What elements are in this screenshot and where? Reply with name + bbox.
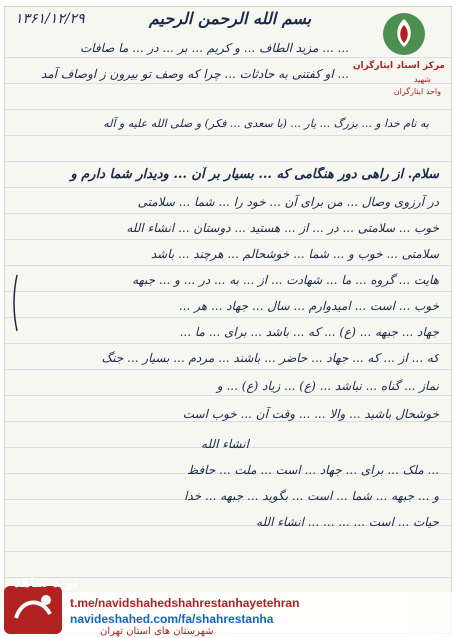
letter-line: در آرزوی وصال ... من برای آن ... خود را ... شما ... سلامتی [137, 195, 439, 209]
archive-watermark [349, 11, 445, 129]
ruled-line [5, 317, 451, 318]
logo-subtitle: شهید [413, 75, 431, 84]
ruled-line [5, 135, 451, 136]
bismillah-heading: بسم الله الرحمن الرحیم [148, 9, 312, 28]
footer-caption: شهرستان های استان تهران [100, 626, 214, 637]
letter-line: سلام. از راهی دور هنگامی که ... بسیار بر آن ... ودیدار شما دارم و [70, 167, 439, 182]
margin-bracket-icon [9, 273, 19, 333]
footer-watermark [0, 578, 456, 638]
letter-line: ... او کفتنی به حادثات ... چرا که وصف تو بیرون ز اوصاف آمد [40, 67, 349, 81]
ruled-line [5, 291, 451, 292]
tulip-emblem-icon [381, 11, 427, 57]
letter-line: ... ... مزید الطاف ... و کریم ... بر ... در ... ما صافات [79, 41, 349, 55]
ruled-line [5, 421, 451, 422]
letter-line: که ... از ... که ... جهاد ... حاضر ... باشند ... مردم ... بسیار ... جنگ [101, 351, 439, 365]
letter-line: هایت ... گروه ... ما ... شهادت ... از ... به ... در ... و ... جبهه [132, 273, 439, 287]
letter-line: خوب ... سلامتی ... در ... از ... هستید ... دوستان ... انشاء الله [126, 221, 439, 235]
letter-line: ... ملک ... برای ... جهاد ... است ... ملت ... حافظ [187, 463, 439, 477]
footer-brand: نوید شاهد [14, 576, 79, 591]
ruled-line [5, 239, 451, 240]
ruled-line [5, 265, 451, 266]
website-link[interactable]: navideshahed.com/fa/shahrestanha [70, 612, 274, 626]
letter-line: انشاء الله [201, 437, 249, 451]
ruled-line [5, 369, 451, 370]
letter-date: ۱۳۶۱/۱۲/۲۹ [15, 11, 85, 27]
ruled-line [5, 395, 451, 396]
letter-line: حیات ... است ... ... ... ... انشاء الله [256, 515, 439, 529]
ruled-line [5, 213, 451, 214]
letter-line: خوب ... است ... امیدوارم ... سال ... جهاد ... هر ... [178, 299, 439, 313]
ruled-line [5, 343, 451, 344]
letter-line: و ... جبهه ... شما ... است ... بگوید ... جبهه ... خدا [184, 489, 439, 503]
ruled-line [5, 551, 451, 552]
ruled-line [5, 187, 451, 188]
letter-line: جهاد ... جبهه ... (ع) ... که ... باشد ... برای ... ما ... [179, 325, 439, 339]
letter-line: سلامتی ... خوب و ... شما ... خوشحالم ... هرچند ... باشد [150, 247, 439, 261]
letter-line: نماز ... گناه ... نباشد ... (ع) ... زیاد (ع) ... و [216, 379, 439, 393]
telegram-link[interactable]: t.me/navidshahedshahrestanhayetehran [70, 596, 300, 610]
letter-page [4, 6, 452, 634]
ruled-line [5, 161, 451, 162]
logo-unit: واحد ایثارگران [393, 87, 441, 96]
letter-line: به نام خدا و ... بزرگ ... یار ... (با سعدی ... فکر) و صلی الله علیه و آله [103, 117, 429, 130]
letter-line: خوشحال باشید ... والا ... ... وقت آن ... خوب است [182, 407, 439, 421]
logo-title: مرکز اسناد ایثارگران [352, 61, 445, 71]
